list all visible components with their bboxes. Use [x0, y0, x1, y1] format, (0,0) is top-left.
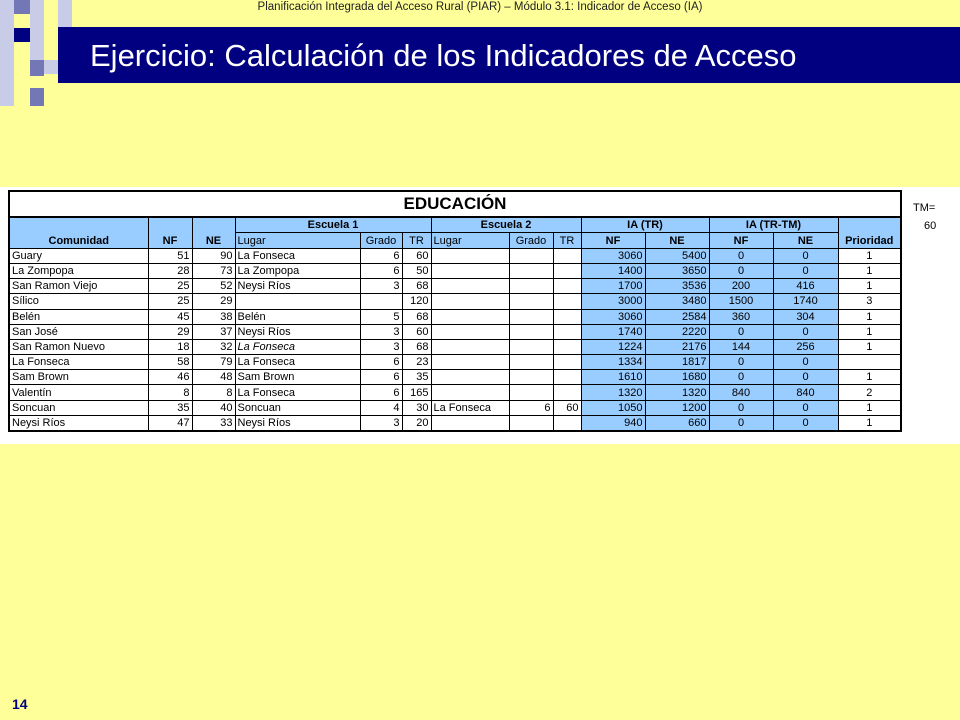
cell-e2-tr [553, 324, 581, 339]
cell-iat-ne: 0 [773, 370, 838, 385]
cell-ne: 32 [192, 339, 235, 354]
cell-e1-lugar: La Zompopa [235, 263, 360, 278]
cell-comunidad: La Fonseca [9, 355, 148, 370]
cell-iat-ne: 0 [773, 324, 838, 339]
cell-nf: 29 [148, 324, 192, 339]
cell-nf: 18 [148, 339, 192, 354]
cell-e2-grado [509, 248, 553, 263]
cell-e1-tr: 68 [402, 339, 431, 354]
cell-nf: 8 [148, 385, 192, 400]
cell-e2-lugar: La Fonseca [431, 400, 509, 415]
tm-value: 60 [924, 220, 937, 232]
cell-nf: 25 [148, 294, 192, 309]
cell-e2-grado [509, 355, 553, 370]
cell-e1-lugar [235, 294, 360, 309]
cell-e1-grado: 6 [360, 263, 402, 278]
cell-e2-tr [553, 370, 581, 385]
cell-ne: 8 [192, 385, 235, 400]
cell-nf: 28 [148, 263, 192, 278]
cell-ia-ne: 1680 [645, 370, 709, 385]
cell-iat-ne: 256 [773, 339, 838, 354]
table-row [9, 248, 901, 263]
col-header-iat-ne: NE [773, 233, 838, 248]
cell-comunidad: Belén [9, 309, 148, 324]
col-header-ia-nf: NF [581, 233, 645, 248]
cell-ia-nf: 1740 [581, 324, 645, 339]
cell-iat-nf: 200 [709, 279, 773, 294]
cell-ia-ne: 660 [645, 415, 709, 431]
cell-e1-lugar: Neysi Ríos [235, 324, 360, 339]
cell-e1-tr: 30 [402, 400, 431, 415]
cell-e1-tr: 50 [402, 263, 431, 278]
table-row [9, 263, 901, 278]
page-title: Ejercicio: Calculación de los Indicadores de Acceso [90, 38, 797, 73]
table-row [9, 415, 901, 431]
cell-ia-nf: 3000 [581, 294, 645, 309]
cell-iat-ne: 1740 [773, 294, 838, 309]
cell-prioridad: 1 [838, 324, 901, 339]
cell-e1-tr: 68 [402, 279, 431, 294]
cell-iat-ne: 0 [773, 248, 838, 263]
col-header-e2-grado: Grado [509, 233, 553, 248]
cell-e2-lugar [431, 263, 509, 278]
cell-e1-grado: 4 [360, 400, 402, 415]
col-header-nf: NF [148, 217, 192, 248]
cell-e2-grado [509, 324, 553, 339]
cell-e2-grado [509, 415, 553, 431]
cell-e1-grado: 6 [360, 370, 402, 385]
cell-ia-nf: 1320 [581, 385, 645, 400]
cell-comunidad: San Ramon Nuevo [9, 339, 148, 354]
table-title: EDUCACIÓN [9, 191, 901, 217]
col-header-e1-grado: Grado [360, 233, 402, 248]
cell-ne: 73 [192, 263, 235, 278]
deco-square [30, 88, 44, 106]
spreadsheet-panel [0, 187, 960, 444]
cell-e2-tr [553, 263, 581, 278]
cell-comunidad: Valentín [9, 385, 148, 400]
education-table [8, 190, 902, 432]
cell-prioridad: 1 [838, 370, 901, 385]
cell-e2-lugar [431, 415, 509, 431]
cell-comunidad: Neysi Ríos [9, 415, 148, 431]
cell-ia-ne: 5400 [645, 248, 709, 263]
col-header-ne: NE [192, 217, 235, 248]
cell-prioridad: 3 [838, 294, 901, 309]
cell-ia-ne: 2176 [645, 339, 709, 354]
cell-e2-lugar [431, 339, 509, 354]
cell-e2-grado: 6 [509, 400, 553, 415]
cell-e1-tr: 20 [402, 415, 431, 431]
cell-e1-tr: 23 [402, 355, 431, 370]
cell-e1-tr: 60 [402, 248, 431, 263]
cell-iat-nf: 0 [709, 324, 773, 339]
cell-e1-lugar: La Fonseca [235, 355, 360, 370]
col-header-comunidad: Comunidad [9, 217, 148, 248]
table-row [9, 400, 901, 415]
deco-square [0, 0, 14, 14]
cell-e1-tr: 60 [402, 324, 431, 339]
cell-e2-lugar [431, 370, 509, 385]
cell-iat-nf: 0 [709, 400, 773, 415]
cell-e1-lugar: Soncuan [235, 400, 360, 415]
cell-ia-ne: 1320 [645, 385, 709, 400]
deco-square [30, 60, 44, 76]
header-note: Planificación Integrada del Acceso Rural (PIAR) – Módulo 3.1: Indicador de Acceso (IA) [257, 1, 703, 13]
cell-nf: 46 [148, 370, 192, 385]
cell-e2-lugar [431, 309, 509, 324]
cell-prioridad: 1 [838, 339, 901, 354]
cell-ia-nf: 1400 [581, 263, 645, 278]
cell-prioridad: 1 [838, 309, 901, 324]
group-header-escuela2: Escuela 2 [431, 217, 581, 233]
cell-e2-grado [509, 263, 553, 278]
cell-e2-lugar [431, 248, 509, 263]
cell-e1-grado [360, 294, 402, 309]
cell-e2-lugar [431, 294, 509, 309]
cell-prioridad [838, 355, 901, 370]
cell-prioridad: 1 [838, 279, 901, 294]
cell-ne: 79 [192, 355, 235, 370]
cell-iat-ne: 840 [773, 385, 838, 400]
cell-e1-grado: 3 [360, 279, 402, 294]
cell-iat-nf: 1500 [709, 294, 773, 309]
cell-comunidad: La Zompopa [9, 263, 148, 278]
cell-ia-nf: 1700 [581, 279, 645, 294]
tm-label: TM= [913, 202, 936, 214]
cell-e1-lugar: La Fonseca [235, 339, 360, 354]
cell-iat-nf: 0 [709, 415, 773, 431]
col-header-ia-ne: NE [645, 233, 709, 248]
cell-e1-lugar: Sam Brown [235, 370, 360, 385]
table-row [9, 355, 901, 370]
cell-prioridad: 1 [838, 415, 901, 431]
cell-e1-grado: 6 [360, 248, 402, 263]
cell-comunidad: San Ramon Viejo [9, 279, 148, 294]
deco-square [14, 0, 30, 14]
cell-ia-ne: 3536 [645, 279, 709, 294]
cell-iat-nf: 144 [709, 339, 773, 354]
cell-nf: 25 [148, 279, 192, 294]
cell-ia-nf: 3060 [581, 248, 645, 263]
cell-ia-ne: 2220 [645, 324, 709, 339]
cell-iat-ne: 0 [773, 400, 838, 415]
group-header-row [9, 217, 901, 233]
cell-e1-tr: 35 [402, 370, 431, 385]
deco-square [0, 14, 14, 106]
col-header-e1-tr: TR [402, 233, 431, 248]
cell-iat-ne: 0 [773, 355, 838, 370]
cell-e1-lugar: La Fonseca [235, 248, 360, 263]
cell-ia-ne: 1200 [645, 400, 709, 415]
deco-square [58, 0, 72, 30]
deco-square [14, 28, 30, 42]
cell-e2-tr [553, 294, 581, 309]
deco-square [30, 0, 44, 60]
cell-prioridad: 2 [838, 385, 901, 400]
col-header-prioridad: Prioridad [838, 217, 901, 248]
cell-e2-grado [509, 294, 553, 309]
deco-square [44, 60, 58, 74]
table-row [9, 279, 901, 294]
cell-e2-tr [553, 279, 581, 294]
cell-e2-lugar [431, 385, 509, 400]
cell-e2-tr [553, 339, 581, 354]
cell-comunidad: Sílico [9, 294, 148, 309]
cell-e2-tr [553, 415, 581, 431]
group-header-escuela1: Escuela 1 [235, 217, 431, 233]
cell-ne: 38 [192, 309, 235, 324]
cell-e2-grado [509, 370, 553, 385]
cell-e2-grado [509, 309, 553, 324]
cell-iat-nf: 360 [709, 309, 773, 324]
cell-e2-lugar [431, 279, 509, 294]
cell-e1-tr: 165 [402, 385, 431, 400]
cell-e1-tr: 68 [402, 309, 431, 324]
cell-ia-nf: 1610 [581, 370, 645, 385]
cell-e1-grado: 3 [360, 324, 402, 339]
cell-ne: 29 [192, 294, 235, 309]
cell-ne: 40 [192, 400, 235, 415]
cell-ia-ne: 1817 [645, 355, 709, 370]
col-header-e2-lugar: Lugar [431, 233, 509, 248]
cell-e1-grado: 3 [360, 415, 402, 431]
table-row [9, 370, 901, 385]
table-row [9, 339, 901, 354]
cell-e2-grado [509, 279, 553, 294]
cell-prioridad: 1 [838, 248, 901, 263]
col-header-iat-nf: NF [709, 233, 773, 248]
cell-iat-ne: 0 [773, 263, 838, 278]
cell-iat-ne: 416 [773, 279, 838, 294]
table-row [9, 294, 901, 309]
group-header-ia-tr: IA (TR) [581, 217, 709, 233]
cell-ia-nf: 3060 [581, 309, 645, 324]
cell-iat-nf: 0 [709, 263, 773, 278]
cell-comunidad: Guary [9, 248, 148, 263]
cell-ne: 90 [192, 248, 235, 263]
table-row [9, 324, 901, 339]
cell-iat-nf: 0 [709, 248, 773, 263]
cell-ia-nf: 1224 [581, 339, 645, 354]
cell-ia-ne: 3650 [645, 263, 709, 278]
cell-e1-lugar: La Fonseca [235, 385, 360, 400]
cell-e2-grado [509, 339, 553, 354]
cell-nf: 45 [148, 309, 192, 324]
cell-ia-ne: 2584 [645, 309, 709, 324]
cell-e2-lugar [431, 324, 509, 339]
table-body [9, 248, 901, 431]
cell-comunidad: Soncuan [9, 400, 148, 415]
table-row [9, 309, 901, 324]
cell-e1-grado: 6 [360, 355, 402, 370]
cell-ne: 52 [192, 279, 235, 294]
cell-ia-nf: 940 [581, 415, 645, 431]
cell-prioridad: 1 [838, 263, 901, 278]
cell-ne: 37 [192, 324, 235, 339]
cell-e1-tr: 120 [402, 294, 431, 309]
cell-nf: 51 [148, 248, 192, 263]
cell-e1-grado: 5 [360, 309, 402, 324]
cell-comunidad: San José [9, 324, 148, 339]
cell-ne: 33 [192, 415, 235, 431]
cell-e2-grado [509, 385, 553, 400]
cell-nf: 47 [148, 415, 192, 431]
cell-ia-nf: 1050 [581, 400, 645, 415]
cell-iat-nf: 0 [709, 370, 773, 385]
cell-e2-tr [553, 355, 581, 370]
col-header-e1-lugar: Lugar [235, 233, 360, 248]
cell-ne: 48 [192, 370, 235, 385]
cell-iat-ne: 0 [773, 415, 838, 431]
cell-nf: 35 [148, 400, 192, 415]
cell-iat-nf: 0 [709, 355, 773, 370]
table-row [9, 385, 901, 400]
cell-e1-lugar: Neysi Ríos [235, 279, 360, 294]
cell-comunidad: Sam Brown [9, 370, 148, 385]
cell-prioridad: 1 [838, 400, 901, 415]
cell-iat-ne: 304 [773, 309, 838, 324]
cell-e2-lugar [431, 355, 509, 370]
cell-e1-lugar: Belén [235, 309, 360, 324]
slide-number: 14 [12, 696, 28, 712]
cell-e2-tr [553, 248, 581, 263]
cell-e1-grado: 6 [360, 385, 402, 400]
cell-ia-ne: 3480 [645, 294, 709, 309]
cell-iat-nf: 840 [709, 385, 773, 400]
cell-e1-grado: 3 [360, 339, 402, 354]
cell-e2-tr [553, 385, 581, 400]
cell-e2-tr: 60 [553, 400, 581, 415]
cell-ia-nf: 1334 [581, 355, 645, 370]
col-header-e2-tr: TR [553, 233, 581, 248]
cell-e2-tr [553, 309, 581, 324]
table-title-row [9, 191, 901, 217]
cell-nf: 58 [148, 355, 192, 370]
cell-e1-lugar: Neysi Ríos [235, 415, 360, 431]
group-header-ia-tr-tm: IA (TR-TM) [709, 217, 838, 233]
